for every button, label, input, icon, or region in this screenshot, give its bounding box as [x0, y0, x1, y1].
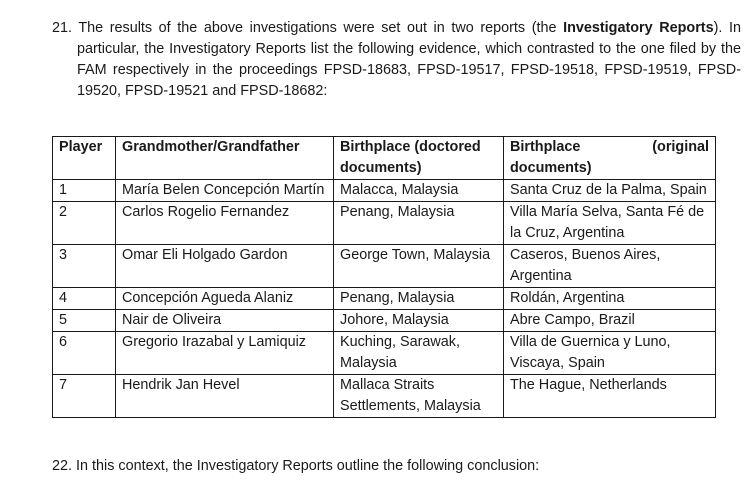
cell-birthplace-doctored: Penang, Malaysia [334, 288, 504, 310]
table-row [53, 288, 716, 310]
cell-birthplace-doctored: Kuching, Sarawak, Malaysia [334, 332, 504, 375]
cell-player: 2 [53, 202, 116, 245]
paragraph-text-end: ). In particular, the Investigatory Reports list the following evidence, which contrasted to the one filed by the FAM respectively in the proceedings FPSD-18683, FPSD-19517, FPSD-19518, FPSD-19519, FPSD-19520, FPSD-19521 and FPSD-18682: [77, 20, 741, 99]
cell-birthplace-original: Abre Campo, Brazil [504, 310, 716, 332]
header-birthplace-doctored: Birthplace (doctored documents) [334, 137, 504, 180]
table-row [53, 245, 716, 288]
paragraph-22 [52, 456, 741, 477]
cell-birthplace-original: Santa Cruz de la Palma, Spain [504, 180, 716, 202]
header-player: Player [53, 137, 116, 180]
header-birthplace-original-left: Birthplace [510, 139, 581, 155]
cell-player: 3 [53, 245, 116, 288]
header-birthplace-original [504, 137, 716, 180]
table-row [53, 332, 716, 375]
cell-birthplace-original: The Hague, Netherlands [504, 375, 716, 418]
cell-player: 5 [53, 310, 116, 332]
paragraph-text [72, 20, 741, 99]
cell-grandparent: Gregorio Irazabal y Lamiquiz [116, 332, 334, 375]
cell-birthplace-doctored: George Town, Malaysia [334, 245, 504, 288]
header-birthplace-original-right: (original [652, 139, 709, 155]
cell-birthplace-doctored: Johore, Malaysia [334, 310, 504, 332]
table-row [53, 202, 716, 245]
paragraph-text: In this context, the Investigatory Reports outline the following conclusion: [72, 458, 540, 474]
cell-birthplace-original: Villa María Selva, Santa Fé de la Cruz, Argentina [504, 202, 716, 245]
cell-birthplace-doctored: Malacca, Malaysia [334, 180, 504, 202]
cell-birthplace-doctored: Mallaca Straits Settlements, Malaysia [334, 375, 504, 418]
paragraph-21 [52, 18, 741, 102]
header-grandparent: Grandmother/Grandfather [116, 137, 334, 180]
header-birthplace-original-line1 [510, 137, 709, 158]
cell-birthplace-original: Roldán, Argentina [504, 288, 716, 310]
cell-player: 4 [53, 288, 116, 310]
defined-term: Investigatory Reports [563, 20, 714, 36]
cell-grandparent: Carlos Rogelio Fernandez [116, 202, 334, 245]
evidence-table [52, 136, 716, 418]
cell-grandparent: María Belen Concepción Martín [116, 180, 334, 202]
cell-player: 1 [53, 180, 116, 202]
cell-birthplace-original: Caseros, Buenos Aires, Argentina [504, 245, 716, 288]
paragraph-text-start: The results of the above investigations were set out in two reports (the [72, 20, 564, 36]
cell-grandparent: Omar Eli Holgado Gardon [116, 245, 334, 288]
paragraph-number: 21. [52, 20, 73, 36]
table-row [53, 310, 716, 332]
cell-player: 7 [53, 375, 116, 418]
table-header-row [53, 137, 716, 180]
cell-grandparent: Hendrik Jan Hevel [116, 375, 334, 418]
table-row [53, 180, 716, 202]
cell-player: 6 [53, 332, 116, 375]
cell-birthplace-doctored: Penang, Malaysia [334, 202, 504, 245]
cell-grandparent: Concepción Agueda Alaniz [116, 288, 334, 310]
cell-grandparent: Nair de Oliveira [116, 310, 334, 332]
header-birthplace-original-line2: documents) [510, 160, 592, 176]
table-row [53, 375, 716, 418]
cell-birthplace-original: Villa de Guernica y Luno, Viscaya, Spain [504, 332, 716, 375]
paragraph-number: 22. [52, 458, 73, 474]
